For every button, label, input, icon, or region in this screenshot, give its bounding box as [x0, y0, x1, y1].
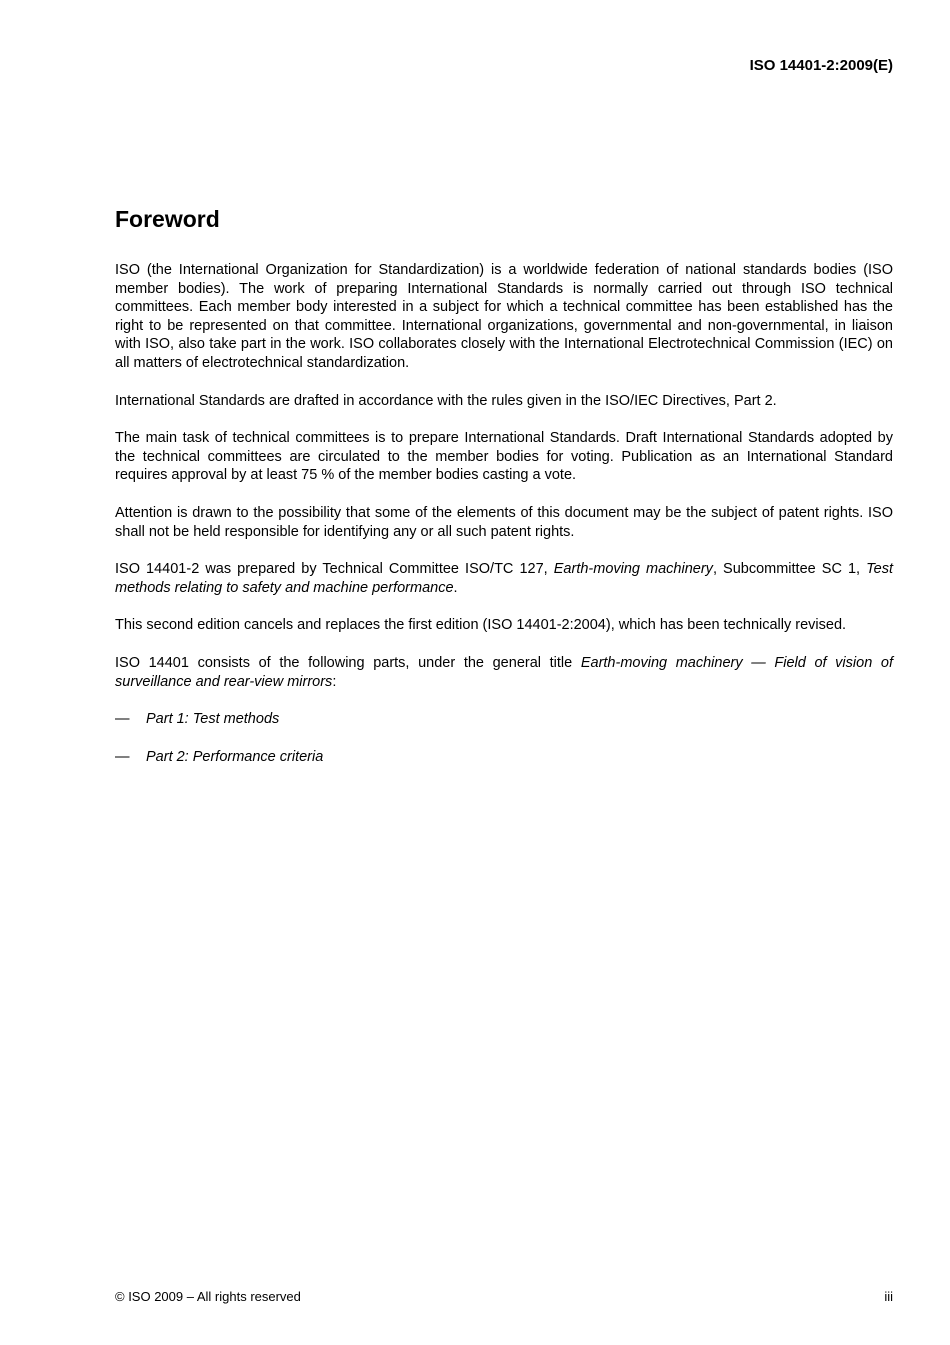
- list-dash: —: [115, 711, 130, 728]
- foreword-paragraph-1: ISO (the International Organization for Standardization) is a worldwide federation of national standards bodies (ISO member bodies). The work of preparing International Standards is normally carried out through ISO technical committees. Each member body interested in a subject for which a technical committee has been established has the right to be represented on that committee. International organizations, governmental and non-governmental, in liaison with ISO, also take part in the work. ISO collaborates closely with the International Electrotechnical Commission (IEC) on all matters of electrotechnical standardization.: [115, 262, 893, 371]
- page-footer: [115, 1289, 893, 1304]
- paragraph-text: .: [453, 579, 458, 596]
- committee-title-italic: Earth-moving machinery: [553, 561, 713, 578]
- paragraph-text: ISO 14401-2 was prepared by Technical Committee ISO/TC 127,: [115, 561, 554, 578]
- list-item-part-1: [115, 710, 893, 729]
- paragraph-text: ISO 14401 consists of the following parts, under the general title: [115, 654, 581, 671]
- list-item-text: Part 2: Performance criteria: [146, 748, 324, 765]
- document-reference: ISO 14401-2:2009(E): [749, 57, 893, 74]
- foreword-paragraph-5: [115, 560, 893, 597]
- page-content: [115, 206, 893, 785]
- list-item-part-2: [115, 748, 893, 767]
- series-title-italic: Earth-moving machinery — Field of vision of surveillance and rear-view mirrors: [115, 654, 893, 690]
- foreword-paragraph-3: The main task of technical committees is to prepare International Standards. Draft International Standards adopted by the technical committees are circulated to the member bodies for voting. Publication as an International Standard requires approval by at least 75 % of the member bodies casting a vote.: [115, 430, 893, 484]
- foreword-paragraph-7: [115, 654, 893, 691]
- page-title: Foreword: [115, 206, 220, 232]
- paragraph-text: :: [332, 673, 337, 690]
- foreword-paragraph-2: International Standards are drafted in accordance with the rules given in the ISO/IEC Directives, Part 2.: [115, 392, 777, 409]
- page-header: [115, 57, 893, 74]
- page-number: iii: [884, 1289, 893, 1304]
- list-item-text: Part 1: Test methods: [146, 711, 280, 728]
- list-dash: —: [115, 748, 130, 765]
- foreword-paragraph-6: This second edition cancels and replaces the first edition (ISO 14401-2:2004), which has been technically revised.: [115, 617, 847, 634]
- subcommittee-title-italic: Test methods relating to safety and machine performance: [115, 561, 894, 596]
- foreword-paragraph-4: Attention is drawn to the possibility that some of the elements of this document may be the subject of patent rights. ISO shall not be held responsible for identifying any or all such patent rights.: [115, 504, 893, 540]
- paragraph-text: , Subcommittee SC 1,: [712, 561, 867, 578]
- copyright-notice: © ISO 2009 – All rights reserved: [115, 1289, 301, 1304]
